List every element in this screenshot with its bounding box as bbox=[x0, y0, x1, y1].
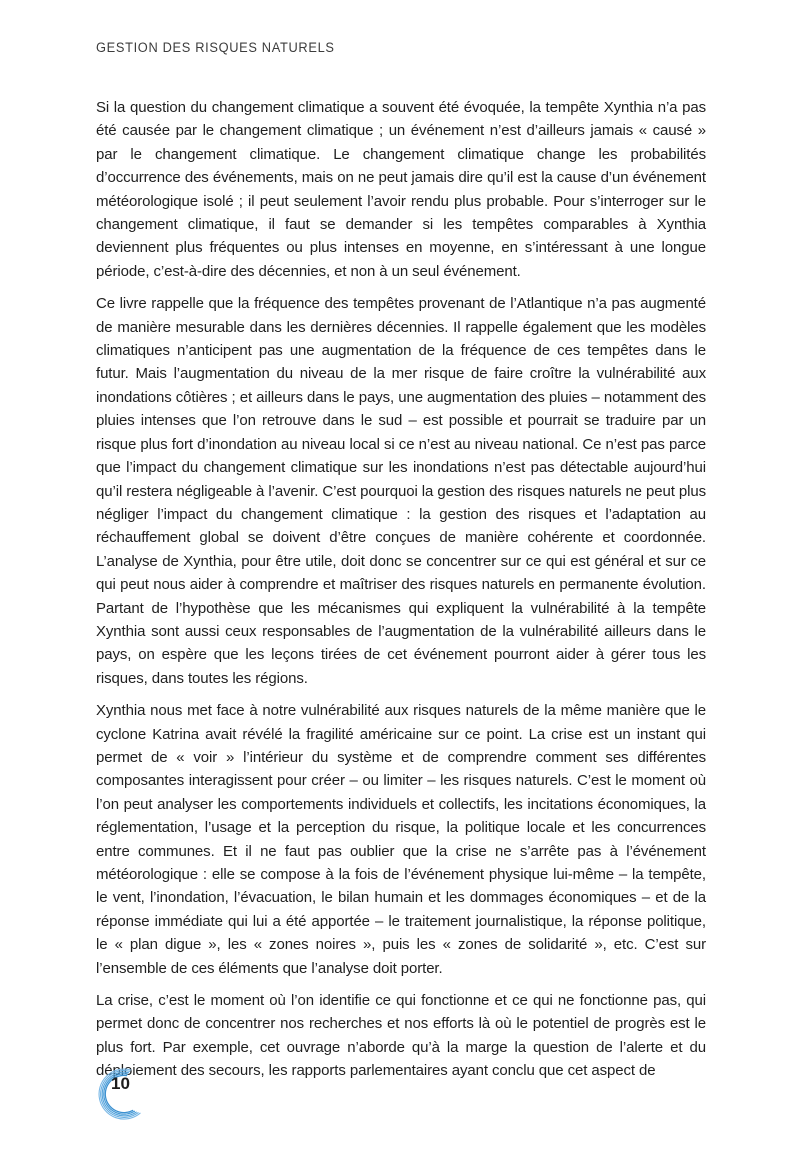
page-number: 10 bbox=[111, 1074, 130, 1093]
paragraph: Ce livre rappelle que la fréquence des tempêtes provenant de l’Atlantique n’a pas augmenté de manière mesurable dans les dernières décennies. Il rappelle également que les modèles climatiques n’anticipent pas une augmentation de la fréquence de ces tempêtes dans le futur. Mais l’augmentation du niveau de la mer risque de faire croître la vulnérabilité aux inondations côtières ; et ailleurs dans le pays, une augmentation des pluies – notamment des pluies intenses que l’on retrouve dans le sud – est possible et pourrait se traduire par un risque plus fort d’inondation au niveau local si ce n’est au niveau national. Ce n’est pas parce que l’impact du changement climatique sur les inondations n’est pas détectable aujourd’hui qu’il restera négligeable à l’avenir. C’est pourquoi la gestion des risques naturels ne peut plus négliger l’impact du changement climatique : la gestion des risques et l’adaptation au réchauffement global se doivent d’être conçues de manière cohérente et coordonnée. L’analyse de Xynthia, pour être utile, doit donc se concentrer sur ce qui est général et sur ce qui peut nous aider à comprendre et maîtriser des risques naturels en permanente évolution. Partant de l’hypothèse que les mécanismes qui expliquent la vulnérabilité à la tempête Xynthia sont aussi ceux responsables de l’augmentation de la vulnérabilité ailleurs dans le pays, on espère que les leçons tirées de cet événement pourront aider à gérer tous les risques, dans toutes les régions. bbox=[96, 295, 706, 687]
paragraph: Si la question du changement climatique a souvent été évoquée, la tempête Xynthia n’a pas été causée par le changement climatique ; un événement n’est d’ailleurs jamais « causé » par le changement climatique. Le changement climatique change les probabilités d’occurrence des événements, mais on ne peut jamais dire qu’il est la cause d’un événement météorologique isolé ; il peut seulement l’avoir rendu plus probable. Pour s’interroger sur le changement climatique, il faut se demander si les tempêtes comparables à Xynthia deviennent plus fréquentes ou plus intenses en moyenne, en s’intéressant à une longue période, c’est-à-dire des décennies, et non à un seul événement. bbox=[96, 99, 706, 280]
paragraph: La crise, c’est le moment où l’on identifie ce qui fonctionne et ce qui ne fonctionne pas, qui permet donc de concentrer nos recherches et nos efforts là où le potentiel de progrès est le plus fort. Par exemple, cet ouvrage n’aborde qu’à la marge la question de l’alerte et du déploiement des secours, les rapports parlementaires ayant conclu que cet aspect de bbox=[96, 992, 706, 1080]
page-number-ornament bbox=[94, 1068, 156, 1128]
paragraph: Xynthia nous met face à notre vulnérabilité aux risques naturels de la même manière que le cyclone Katrina avait révélé la fragilité américaine sur ce point. La crise est un instant qui permet de « voir » l’intérieur du système et de comprendre comment ses différentes composantes interagissent pour créer – ou limiter – les risques naturels. C’est le moment où l’on peut analyser les comportements individuels et collectifs, les incitations économiques, la réglementation, l’usage et la perception du risque, la politique locale et les concurrences entre communes. Et il ne faut pas oublier que la crise ne s’arrête pas à l’événement météorologique : elle se compose à la fois de l’événement physique lui-même – la tempête, le vent, l’inondation, l’évacuation, le bilan humain et les dommages économiques – et de la réponse immédiate qui lui a été apportée – le traitement journalistique, la réponse politique, le « plan digue », les « zones noires », puis les « zones de solidarité », etc. C’est sur l’ensemble de ces éléments que l’analyse doit porter. bbox=[96, 702, 706, 977]
page-footer bbox=[94, 1068, 156, 1128]
running-header: GESTION DES RISQUES NATURELS bbox=[96, 40, 335, 55]
page-body bbox=[96, 96, 706, 1092]
